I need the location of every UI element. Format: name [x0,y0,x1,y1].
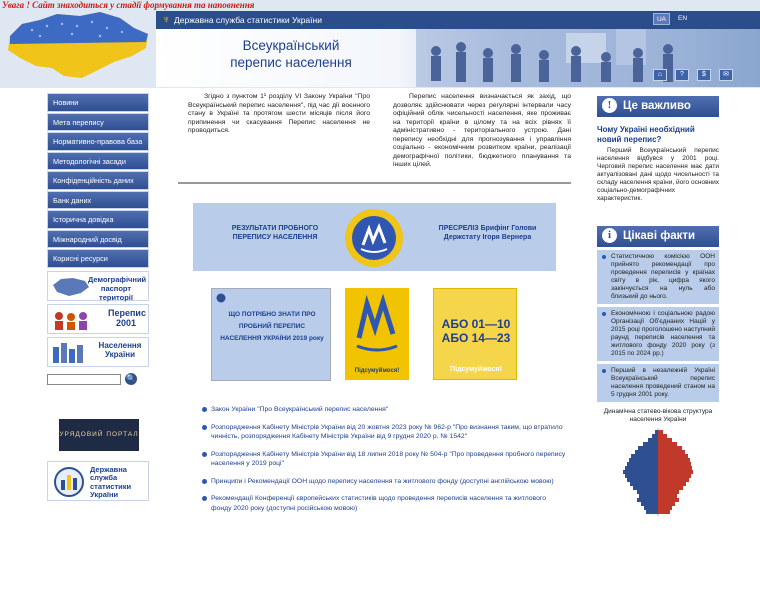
site-warning: Увага ! Сайт знаходиться у стадії формування та наповнення [2,0,255,10]
census-logo-icon [343,207,405,269]
state-statistics-banner[interactable] [47,461,149,501]
document-link[interactable]: Принципи і Рекомендації ООН щодо перепису населення та житлового фонду (доступні англійською мовою) [202,477,567,487]
dss-line-2: служба [90,473,118,482]
home-icon[interactable]: ⌂ [653,69,667,81]
census-poster-slogan: Підсумуймося! [354,368,400,374]
important-answer: Перший Всеукраїнський перепис населення відбувся у 2001 році. Черговий перепис населення має дати актуалізовані дані щодо чисельності та складу населення країни, його основних соціально-демографічних характеристик. [597,147,719,202]
sidebar-item-history[interactable]: Історична довідка [47,210,149,229]
lang-ua-button[interactable]: UA [653,13,670,25]
population-pyramid[interactable] [613,426,703,518]
dss-line-4: України [90,490,119,499]
pyramid-caption[interactable]: Динамічна статево-вікова структура населення України [603,408,713,423]
intro-columns [178,93,571,170]
demography-passport-label: Демографічний паспорт території [88,274,147,302]
sidebar-item-resources[interactable]: Корисні ресурси [47,249,149,268]
census-2001-label: Перепис 2001 [108,307,146,328]
ukraine-map-logo[interactable] [2,6,152,86]
facts-header [597,226,719,247]
search-box [47,373,149,387]
top-bar [156,11,760,29]
press-release-link[interactable]: ПРЕСРЕЛІЗ Брифінг Голови Держстату Ігоря Вернера [438,225,537,241]
main-content [178,93,571,512]
census-dates-text: АБО 01—10 АБО 14—23 [441,317,511,345]
important-question[interactable]: Чому Україні необхідний новий перепис? [597,125,695,144]
document-link[interactable]: Розпорядження Кабінету Міністрів України від 20 жовтня 2023 року № 962-р "Про визнання таким, що втратило чинність, розпорядження Кабінету Міністрів України від 9 грудня 2020 р. № 1542" [202,423,567,442]
population-icon [51,341,91,365]
divider [178,182,571,184]
document-link[interactable]: Рекомендації Конференції європейських статистиків щодо проведення переписів населення та житлового фонду 2020 року (доступні російською мовою) [202,494,567,513]
title-line-2: перепис населення [230,55,352,70]
sidebar [47,93,149,501]
header [0,0,760,88]
census-poster[interactable] [345,288,409,380]
right-column [597,96,719,518]
header-banner [156,29,760,87]
sidebar-item-news[interactable]: Новини [47,93,149,112]
important-block [597,125,719,203]
fact-item: Статистичною комісією ООН прийнято рекомендації про проведення переписів у країнах світу в рік, цифра якого закінчується на нуль або близький до нього. [597,250,719,304]
help-icon[interactable]: ? [675,69,689,81]
census-definition: Перепис населення визначається як захід, що дозволяє здійснювати через регулярні інтервали часу офіційний облік чисельності населення, яке проживає на території країни в цілому та на всіх рівнях її адміністративно - територіального устрою. Дані перепису необхідні для прогнозування і управління соціально - економічним розвитком країни, реалізації демографічної політики, бюджетного планування та інших цілей. [393,93,571,168]
pilot-results-link[interactable]: РЕЗУЛЬТАТИ ПРОБНОГО ПЕРЕПИСУ НАСЕЛЕННЯ [231,225,319,241]
sidebar-item-international[interactable]: Міжнародний досвід [47,230,149,249]
sitemap-icon[interactable]: $ [697,69,711,81]
facts-title: Цікаві факти [623,230,696,242]
pilot-info-text: ЩО ПОТРІБНО ЗНАТИ ПРО ПРОБНИЙ ПЕРЕПИС НАСЕЛЕННЯ УКРАЇНИ 2019 року [220,311,324,342]
demography-passport-banner[interactable] [47,271,149,301]
search-icon[interactable]: 🔍 [126,373,136,383]
sidebar-item-goal[interactable]: Мета перепису [47,113,149,132]
sidebar-item-methodology[interactable]: Методологічні засади [47,152,149,171]
important-title: Це важливо [623,100,691,112]
org-name[interactable]: Державна служба статистики України [174,15,322,25]
census-2001-banner[interactable] [47,304,149,334]
census-dates-poster[interactable] [433,288,517,380]
sidebar-item-databank[interactable]: Банк даних [47,191,149,210]
fact-item: Економічною і соціальною радою Організації Об'єднаних Націй у 2015 році проголошено наступний раунд переписів населення та житлового фонду 2020 року (з 2015 по 2024 рр.) [597,307,719,361]
page-title [186,37,396,71]
ukraine-map-icon [51,275,91,299]
documents-list [202,405,567,521]
pilot-census-banner[interactable] [193,203,556,271]
sidebar-nav [47,93,149,268]
martial-law-notice: Згідно з пунктом 1¹ розділу VI Закону України "Про Всеукраїнський перепис населення", під час дії воєнного стану в Україні та протягом шести місяців після його припинення чи скасування Перепис населення не проводиться. [188,93,370,134]
exclamation-icon: ! [602,98,617,113]
fact-item: Перший в незалежній Україні Всеукраїнський перепис населення проведений станом на 5 грудня 2001 року. [597,364,719,402]
search-input[interactable] [47,374,121,385]
dss-line-1: Державна [90,464,127,474]
important-header [597,96,719,117]
population-banner[interactable] [47,337,149,367]
government-portal-banner[interactable]: УРЯДОВИЙ ПОРТАЛ [59,419,139,451]
document-link[interactable]: Розпорядження Кабінету Міністрів України від 18 липня 2018 року № 504-р "Про проведення пробного перепису населення у 2019 році" [202,450,567,469]
census-logo-icon [353,294,401,354]
info-icon: i [602,228,617,243]
dss-line-3: статистики [90,481,132,491]
sidebar-item-legal[interactable]: Нормативно-правова база [47,132,149,151]
people-icon [51,308,91,332]
state-statistics-label [90,466,131,500]
pilot-info-poster[interactable] [211,288,331,381]
sidebar-item-confidentiality[interactable]: Конфіденційність даних [47,171,149,190]
statistics-logo-icon [52,466,86,498]
trident-icon: ♆ [162,14,171,26]
document-link[interactable]: Закон України "Про Всеукраїнський перепис населення" [202,405,567,415]
statistics-logo-icon [216,293,226,303]
lang-en-button[interactable]: EN [677,15,688,22]
posters [211,288,511,383]
mail-icon[interactable]: ✉ [719,69,733,81]
title-line-1: Всеукраїнський [242,38,340,53]
census-dates-slogan: Підсумуймося! [450,366,502,373]
population-label: Населення України [98,340,142,359]
